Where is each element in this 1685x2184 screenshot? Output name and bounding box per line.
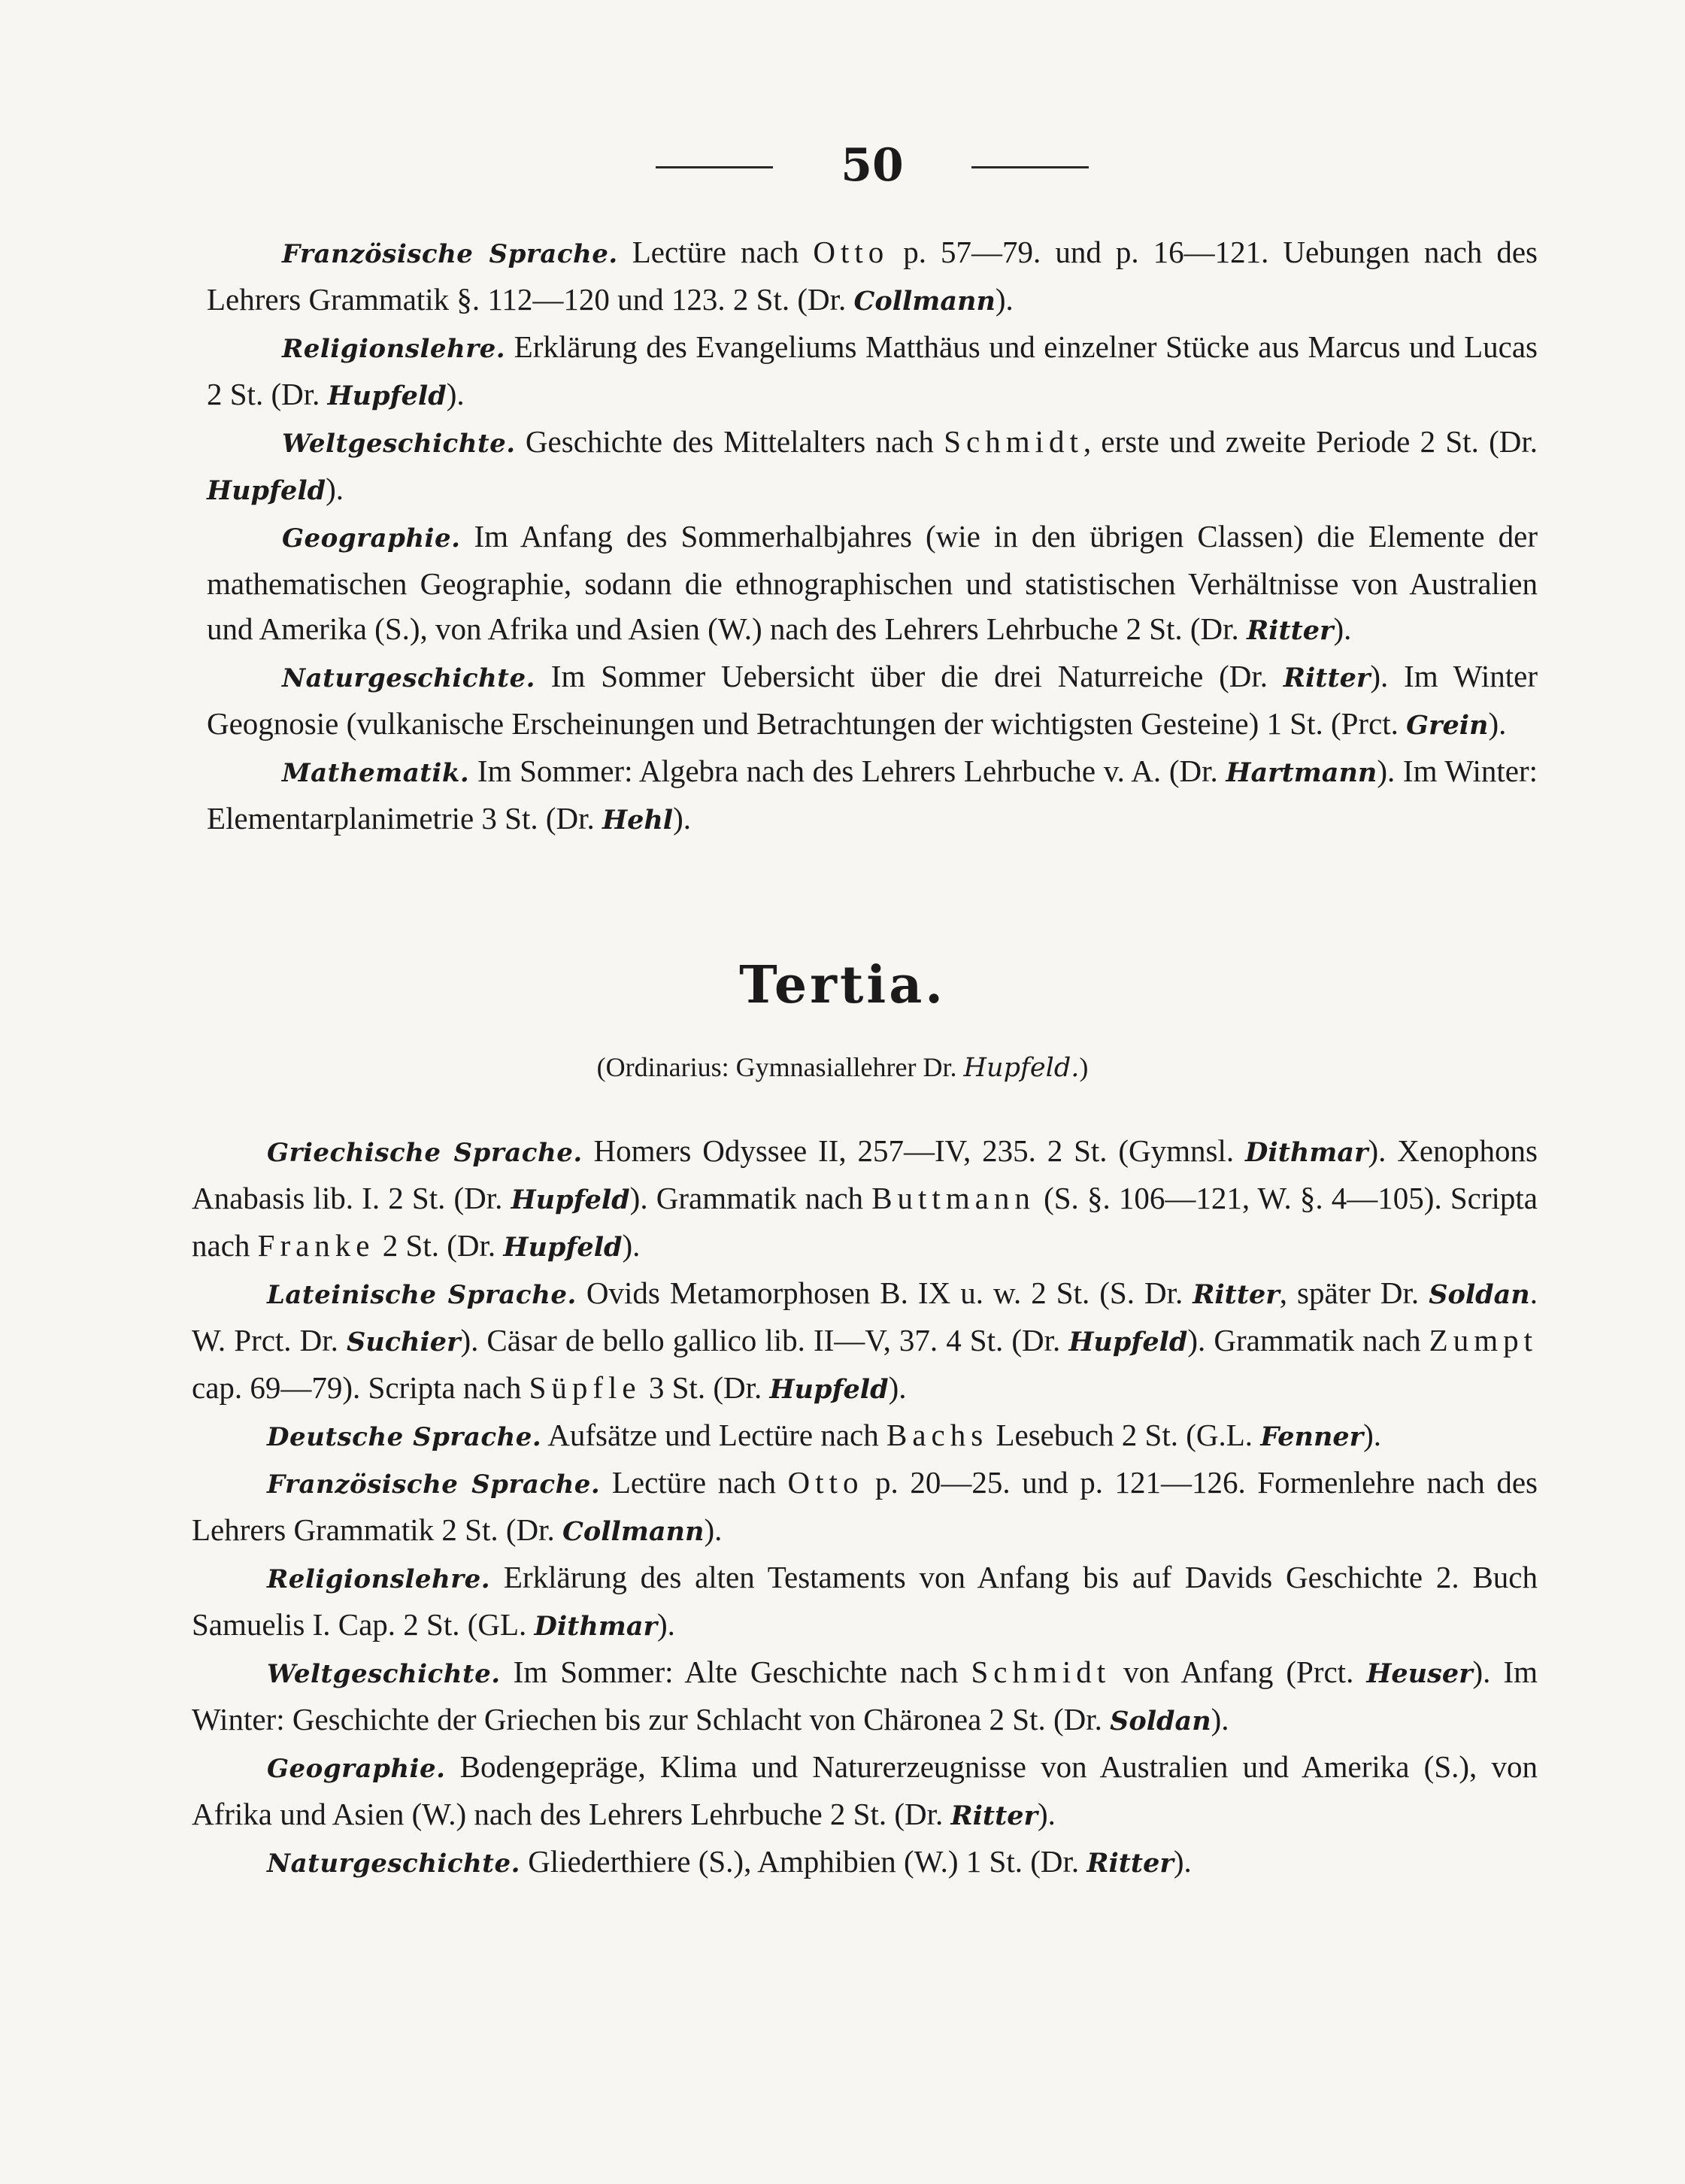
entry-text: ).: [1037, 1797, 1056, 1831]
teacher-name: Hupfeld: [511, 1185, 630, 1215]
entry-text: Erklärung des alten Testaments von Anfang bis auf Davids Geschichte 2. Buch Samuelis I. Cap. 2 St. (GL.: [192, 1560, 1538, 1642]
subject-heading: Mathematik.: [282, 758, 470, 788]
entry-text: Im Sommer Uebersicht über die drei Naturreiche (Dr.: [535, 659, 1283, 693]
subject-entry: [207, 654, 1538, 748]
entry-text: von Anfang (Prct.: [1111, 1655, 1367, 1689]
teacher-name: Hupfeld: [327, 381, 447, 411]
subject-heading: Geographie.: [267, 1754, 446, 1784]
entry-text: Im Anfang des Sommerhalbjahres (wie in den übrigen Classen) die Elemente der mathematischen Geographie, sodann die ethnographischen und statistischen Verhältnisse von Australien und Amerika (S.), von Afrika und Asien (W.) nach des Lehrers Lehrbuche 2 St. (Dr.: [207, 519, 1538, 646]
subject-entry: [192, 1744, 1538, 1839]
teacher-name: Dithmar: [1245, 1137, 1368, 1168]
entry-text: ).: [446, 377, 465, 411]
subject-entry: [192, 1270, 1538, 1412]
author-name: Bachs: [886, 1418, 989, 1452]
subject-heading: Naturgeschichte.: [267, 1849, 520, 1879]
teacher-name: Heuser: [1366, 1658, 1473, 1689]
subject-heading: Französische Sprache.: [282, 239, 618, 269]
entry-text: , später Dr.: [1279, 1276, 1429, 1310]
teacher-name: Hartmann: [1226, 757, 1377, 788]
entry-text: Gliederthiere (S.), Amphibien (W.) 1 St. (Dr.: [520, 1844, 1087, 1879]
subject-heading: Lateinische Sprache.: [267, 1280, 577, 1310]
entry-text: Im Sommer: Algebra nach des Lehrers Lehrbuche v. A. (Dr.: [469, 754, 1226, 788]
teacher-name: Suchier: [346, 1327, 461, 1357]
entry-text: ).: [1488, 706, 1507, 741]
ordinarius-prefix: (Ordinarius: Gymnasiallehrer Dr.: [596, 1052, 964, 1082]
teacher-name: Dithmar: [534, 1611, 657, 1642]
page-number: 50: [841, 139, 904, 192]
entry-text: Lectüre nach: [617, 235, 814, 269]
subject-heading: Französische Sprache.: [267, 1470, 601, 1500]
entry-text: ).: [656, 1607, 675, 1642]
teacher-name: Soldan: [1110, 1706, 1211, 1737]
entry-text: ).: [1173, 1844, 1192, 1879]
author-name: Schmidt: [971, 1655, 1111, 1689]
entry-text: ). Im Winter: Elementarplanimetrie 3 St. (Dr.: [207, 754, 1538, 836]
subject-entry: [192, 1128, 1538, 1270]
teacher-name: Collmann: [562, 1516, 705, 1547]
entry-text: (S. §. 106—121, W. §. 4—105). Scripta nach: [192, 1181, 1538, 1263]
entry-text: ).: [622, 1228, 641, 1263]
author-name: Schmidt: [944, 424, 1083, 459]
entry-text: Homers Odyssee II, 257—IV, 235. 2 St. (Gymnsl.: [582, 1133, 1246, 1168]
subject-entry: [192, 1839, 1538, 1886]
entry-text: Im Sommer: Alte Geschichte nach: [500, 1655, 971, 1689]
entry-text: ).: [995, 282, 1014, 317]
teacher-name: Ritter: [950, 1800, 1038, 1831]
entry-text: Bodengepräge, Klima und Naturerzeugnisse von Australien und Amerika (S.), von Afrika und Asien (W.) nach des Lehrers Lehrbuche 2 St. (Dr.: [192, 1749, 1538, 1831]
teacher-name: Fenner: [1260, 1421, 1364, 1452]
subject-heading: Weltgeschichte.: [267, 1659, 501, 1689]
entry-text: Aufsätze und Lectüre nach: [541, 1418, 887, 1452]
subject-entry: [192, 1555, 1538, 1649]
author-name: Otto: [787, 1465, 864, 1500]
subject-heading: Weltgeschichte.: [282, 429, 516, 459]
entry-text: Ovids Metamorphosen B. IX u. w. 2 St. (S. Dr.: [576, 1276, 1193, 1310]
entry-text: Lesebuch 2 St. (G.L.: [988, 1418, 1261, 1452]
teacher-name: Hupfeld: [207, 475, 326, 506]
entry-text: cap. 69—79). Scripta nach: [192, 1370, 529, 1405]
teacher-name: Ritter: [1193, 1279, 1280, 1310]
entry-text: , erste und zweite Periode 2 St. (Dr.: [1083, 424, 1538, 459]
entry-text: 2 St. (Dr.: [374, 1228, 504, 1263]
upper-subject-list: [207, 229, 1538, 843]
entry-text: 3 St. (Dr.: [641, 1370, 770, 1405]
subject-entry: [207, 419, 1538, 514]
teacher-name: Ritter: [1247, 615, 1334, 646]
subject-entry: [207, 324, 1538, 419]
subject-heading: Naturgeschichte.: [282, 663, 535, 693]
entry-text: Lectüre nach: [600, 1465, 788, 1500]
author-name: Buttmann: [871, 1181, 1035, 1215]
entry-text: ).: [326, 472, 344, 506]
teacher-name: Collmann: [853, 286, 996, 317]
subject-entry: [192, 1460, 1538, 1555]
entry-text: ).: [1363, 1418, 1382, 1452]
teacher-name: Hupfeld: [1068, 1327, 1188, 1357]
subject-entry: [207, 514, 1538, 654]
teacher-name: Hehl: [602, 805, 674, 836]
ordinarius-line: [0, 1051, 1685, 1083]
subject-heading: Religionslehre.: [282, 334, 506, 364]
entry-text: ). Grammatik nach: [1187, 1323, 1429, 1357]
teacher-name: Ritter: [1283, 663, 1371, 693]
teacher-name: Hupfeld: [769, 1374, 889, 1405]
entry-text: p. 57—79. und p. 16—121. Uebungen nach des Lehrers Grammatik §. 112—120 und 123. 2 St. (Dr.: [207, 235, 1538, 317]
teacher-name: Soldan: [1429, 1279, 1530, 1310]
author-name: Süpfle: [529, 1370, 641, 1405]
header-rule-left: [656, 166, 773, 168]
entry-text: ). Im Winter: Geschichte der Griechen bis zur Schlacht von Chäronea 2 St. (Dr.: [192, 1655, 1538, 1737]
entry-text: ). Grammatik nach: [629, 1181, 872, 1215]
ordinarius-name: Hupfeld.: [963, 1053, 1080, 1083]
subject-entry: [192, 1649, 1538, 1744]
subject-entry: [192, 1412, 1538, 1460]
subject-heading: Deutsche Sprache.: [267, 1422, 542, 1452]
teacher-name: Grein: [1406, 710, 1489, 741]
author-name: Otto: [813, 235, 889, 269]
entry-text: ).: [888, 1370, 907, 1405]
author-name: Zumpt: [1429, 1323, 1538, 1357]
author-name: Franke: [257, 1228, 375, 1263]
subject-entry: [207, 229, 1538, 324]
teacher-name: Ritter: [1086, 1848, 1174, 1879]
teacher-name: Hupfeld: [503, 1232, 623, 1263]
subject-heading: Griechische Sprache.: [267, 1138, 583, 1168]
page-header: [0, 135, 1685, 196]
entry-text: ). Cäsar de bello gallico lib. II—V, 37. 4 St. (Dr.: [460, 1323, 1069, 1357]
subject-heading: Geographie.: [282, 523, 461, 554]
entry-text: Erklärung des Evangeliums Matthäus und einzelner Stücke aus Marcus und Lucas 2 St. (Dr.: [207, 329, 1538, 411]
entry-text: Geschichte des Mittelalters nach: [515, 424, 944, 459]
subject-heading: Religionslehre.: [267, 1564, 491, 1594]
entry-text: ).: [704, 1512, 723, 1547]
ordinarius-suffix: ): [1079, 1052, 1089, 1082]
entry-text: ).: [1211, 1702, 1229, 1737]
entry-text: ).: [673, 801, 692, 836]
lower-subject-list: [192, 1128, 1538, 1886]
entry-text: ). Im Winter Geognosie (vulkanische Erscheinungen und Betrachtungen der wichtigsten Gesteine) 1 St. (Prct.: [207, 659, 1538, 741]
entry-text: ). Xenophons Anabasis lib. I. 2 St. (Dr.: [192, 1133, 1538, 1215]
entry-text: p. 20—25. und p. 121—126. Formenlehre nach des Lehrers Grammatik 2 St. (Dr.: [192, 1465, 1538, 1547]
entry-text: ).: [1333, 611, 1352, 646]
entry-text: . W. Prct. Dr.: [192, 1276, 1538, 1357]
subject-entry: [207, 748, 1538, 843]
header-rule-right: [971, 166, 1089, 168]
section-title: Tertia.: [739, 955, 946, 1015]
